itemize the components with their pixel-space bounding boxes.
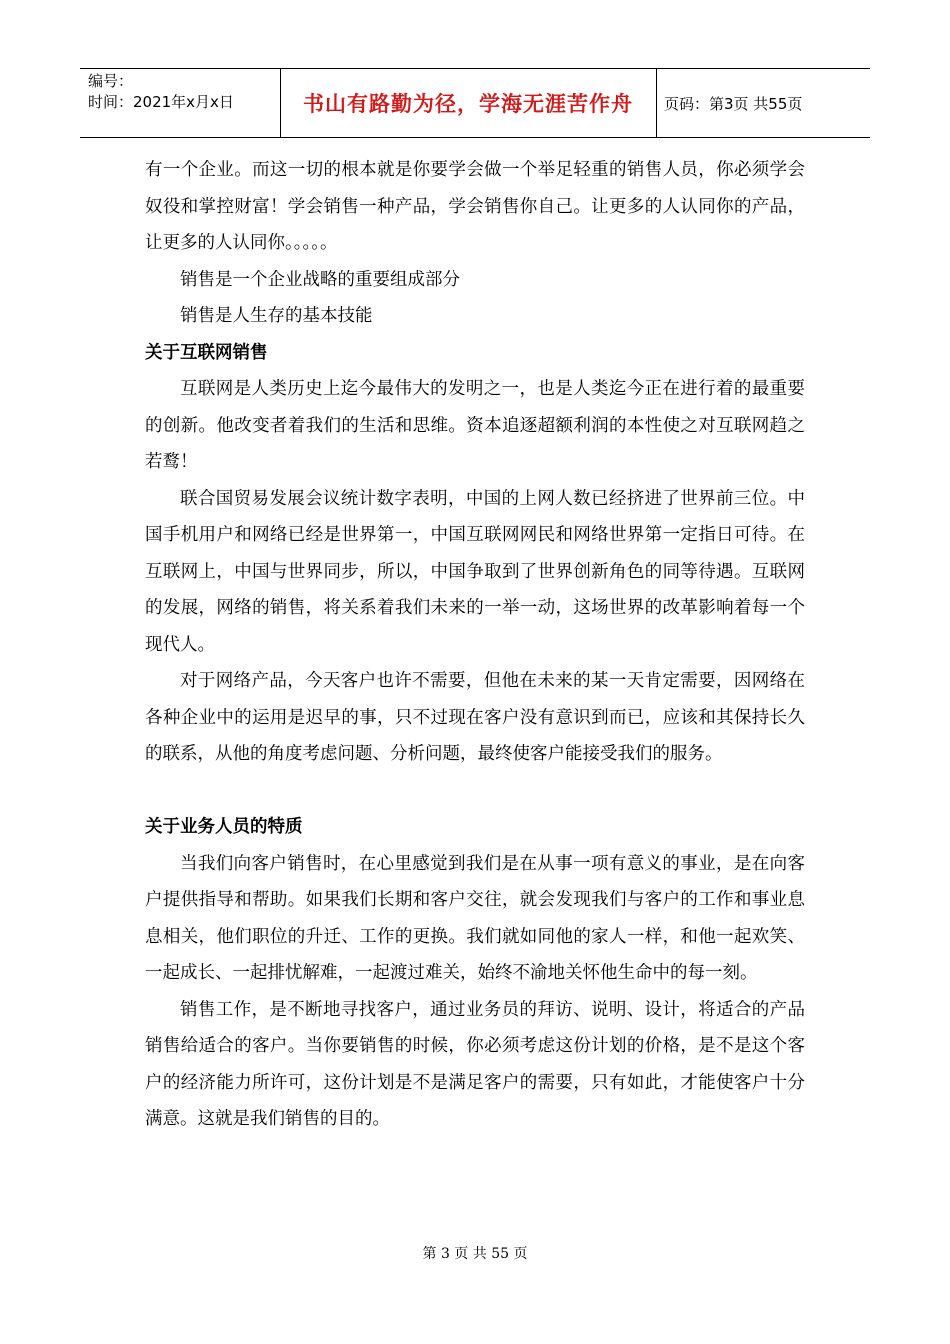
paragraph: 销售工作，是不断地寻找客户，通过业务员的拜访、说明、设计，将适合的产品销售给适合的客户。当你要销售的时候，你必须考虑这份计划的价格，是不是这个客户的经济能力所许可，这份计划是不是满足客户的需要，只有如此，才能使客户十分满意。这就是我们销售的目的。 <box>145 999 805 1129</box>
document-number-label: 编号： <box>88 72 134 90</box>
header-motto: 书山有路勤为径，学海无涯苦作舟 <box>303 92 633 116</box>
page-header <box>80 68 870 138</box>
paragraph: 销售是一个企业战略的重要组成部分 <box>180 269 460 290</box>
paragraph: 联合国贸易发展会议统计数字表明，中国的上网人数已经挤进了世界前三位。中国手机用户和网络已经是世界第一，中国互联网网民和网络世界第一定指日可待。在互联网上，中国与世界同步，所以，中国争取到了世界创新角色的同等待遇。互联网的发展，网络的销售，将关系着我们未来的一举一动，这场世界的改革影响着每一个现代人。 <box>145 488 805 655</box>
document-body <box>145 152 805 1138</box>
page-footer: 第 3 页 共 55 页 <box>422 1246 528 1262</box>
section-heading: 关于互联网销售 <box>145 342 268 363</box>
paragraph: 对于网络产品，今天客户也许不需要，但他在未来的某一天肯定需要，因网络在各种企业中的运用是迟早的事，只不过现在客户没有意识到而已，应该和其保持长久的联系，从他的角度考虑问题、分析问题，最终使客户能接受我们的服务。 <box>145 671 805 764</box>
header-divider <box>656 69 657 137</box>
document-date-label: 时间：2021年x月x日 <box>88 93 234 111</box>
paragraph: 当我们向客户销售时，在心里感觉到我们是在从事一项有意义的事业，是在向客户提供指导和帮助。如果我们长期和客户交往，就会发现我们与客户的工作和事业息息相关，他们职位的升迁、工作的更换。我们就如同他的家人一样，和他一起欢笑、一起成长、一起排忧解难，一起渡过难关，始终不渝地关怀他生命中的每一刻。 <box>145 853 805 983</box>
header-meta <box>88 71 278 113</box>
paragraph: 销售是人生存的基本技能 <box>180 306 373 326</box>
paragraph: 有一个企业。而这一切的根本就是你要学会做一个举足轻重的销售人员，你必须学会奴役和掌控财富！学会销售一种产品，学会销售你自己。让更多的人认同你的产品，让更多的人认同你。。。。。 <box>145 160 805 253</box>
blank-line <box>145 773 805 810</box>
paragraph: 互联网是人类历史上迄今最伟大的发明之一，也是人类迄今正在进行着的最重要的创新。他改变者着我们的生活和思维。资本追逐超额利润的本性使之对互联网趋之若鹜！ <box>145 379 805 472</box>
section-heading: 关于业务人员的特质 <box>145 817 303 837</box>
header-page-info: 页码：第3页 共55页 <box>664 94 803 113</box>
